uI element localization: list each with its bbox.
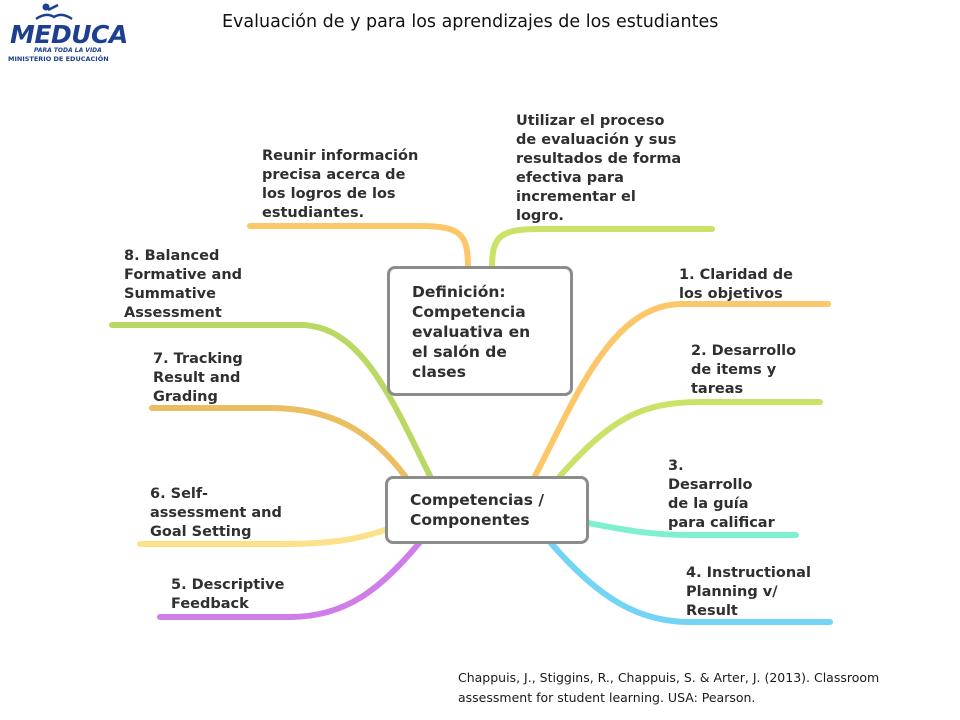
connector-item7 <box>152 408 405 476</box>
branch-use-process: Utilizar el proceso de evaluación y sus resultados de forma efectiva para incrementar el logro. <box>516 113 682 224</box>
connector-use-process <box>492 229 712 268</box>
branch-item4: 4. Instructional Planning v/ Result <box>686 565 811 619</box>
branch-item2: 2. Desarrollo de items y tareas <box>691 343 797 397</box>
competencies-node-text: Competencias / Componentes <box>410 491 544 529</box>
branch-item1: 1. Claridad de los objetivos <box>679 267 793 302</box>
branch-item7: 7. Tracking Result and Grading <box>153 351 243 405</box>
slide-title: Evaluación de y para los aprendizajes de los estudiantes <box>222 12 719 32</box>
logo-wordmark: MEDUCA <box>10 20 128 49</box>
branch-item6: 6. Self- assessment and Goal Setting <box>150 486 282 540</box>
branch-item5: 5. Descriptive Feedback <box>171 577 285 612</box>
branch-gather-info: Reunir información precisa acerca de los logros de los estudiantes. <box>262 148 419 221</box>
citation: Chappuis, J., Stiggins, R., Chappuis, S. & Arter, J. (2013). Classroom assessment for student learning. USA: Pearson. <box>458 670 880 705</box>
definition-node-text: Definición: Competencia evaluativa en el salón de clases <box>412 283 531 381</box>
logo-ministry: MINISTERIO DE EDUCACIÓN <box>8 55 109 63</box>
branch-item3: 3. Desarrollo de la guía para calificar <box>668 458 775 531</box>
connector-gather-info <box>250 226 468 268</box>
branch-item8: 8. Balanced Formative and Summative Assessment <box>124 248 243 321</box>
logo-tagline: PARA TODA LA VIDA <box>34 47 102 54</box>
